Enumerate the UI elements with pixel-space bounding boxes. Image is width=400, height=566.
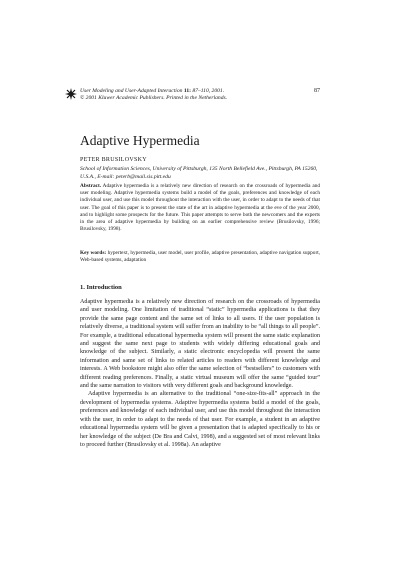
body-paragraph: Adaptive hypermedia is a relatively new direction of research on the crossroads of hypermedia and user modeling. One limitation of traditional “static” hypermedia applications is that they provide the same page content and the same set of links to all users. If the user population is relatively diverse, a traditional system will suffer from an inability to be “all things to all people”. For example, a traditional educational hypermedia system will present the same static explanation and suggest the same next page to students with widely differing educational goals and knowledge of the subject. Similarly, a static electronic encyclopedia will present the same information and same set of links to related articles to readers with different knowledge and interests. A Web bookstore might also offer the same selection of “bestsellers” to customers with different reading preferences. Finally, a static virtual museum will offer the same “guided tour” and the same narration to visitors with very different goals and background knowledge.	[80, 299, 320, 390]
keywords-text: hypertext, hypermedia, user model, user profile, adaptive presentation, adaptive navigation support, Web-based systems, adaptation	[80, 250, 321, 264]
keywords-label: Key words:	[80, 250, 107, 256]
body-paragraph: Adaptive hypermedia is an alternative to the traditional “one-size-fits-all” approach in the development of hypermedia systems. Adaptive hypermedia systems build a model of the goals, preferences and knowledge of each individual user, and use this model throughout the interaction with the user, in order to adapt to the needs of that user. For example, a student in an adaptive educational hypermedia system will be given a presentation that is adapted specifically to his or her knowledge of the subject (De Bra and Calvi, 1998), and a suggested set of most relevant links to proceed further (Brusilovsky et al. 1998a). An adaptive	[80, 391, 320, 448]
publisher-logo-icon	[65, 88, 77, 100]
paper-title: Adaptive Hypermedia	[80, 133, 200, 148]
abstract-text: Adaptive hypermedia is a relatively new direction of research on the crossroads of hypermedia and user modeling. Adaptive hypermedia systems build a model of the goals, preferences and knowledge of each individual user, and use this model throughout the interaction with the user, in order to adapt to the needs of that user. The goal of this paper is to present the state of the art in adaptive hypermedia at the eve of the year 2000, and to highlight some prospects for the future. This paper attempts to serve both the newcomers and the experts in the area of adaptive hypermedia by building on an earlier comprehensive review (Brusilovsky, 1996; Brusilovsky, 1998).	[80, 183, 320, 233]
publisher-line: © 2001 Kluwer Academic Publishers. Printed in the Netherlands.	[80, 95, 228, 101]
section-heading: 1. Introduction	[80, 284, 122, 291]
page-number: 87	[314, 88, 320, 94]
author-name: PETER BRUSILOVSKY	[80, 157, 147, 163]
journal-header	[80, 88, 342, 102]
abstract	[80, 183, 320, 233]
journal-line: User Modeling and User-Adapted Interaction 11: 87–110, 2001.	[80, 88, 225, 94]
keywords	[80, 250, 320, 264]
abstract-label: Abstract.	[80, 183, 102, 189]
section-body	[80, 298, 320, 449]
author-affiliation: School of Information Sciences, University of Pittsburgh, 135 North Bellefield Ave., Pittsburgh, PA 15260, U.S.A., E-mail: peterb@mail.sis.pitt.edu	[80, 166, 318, 180]
